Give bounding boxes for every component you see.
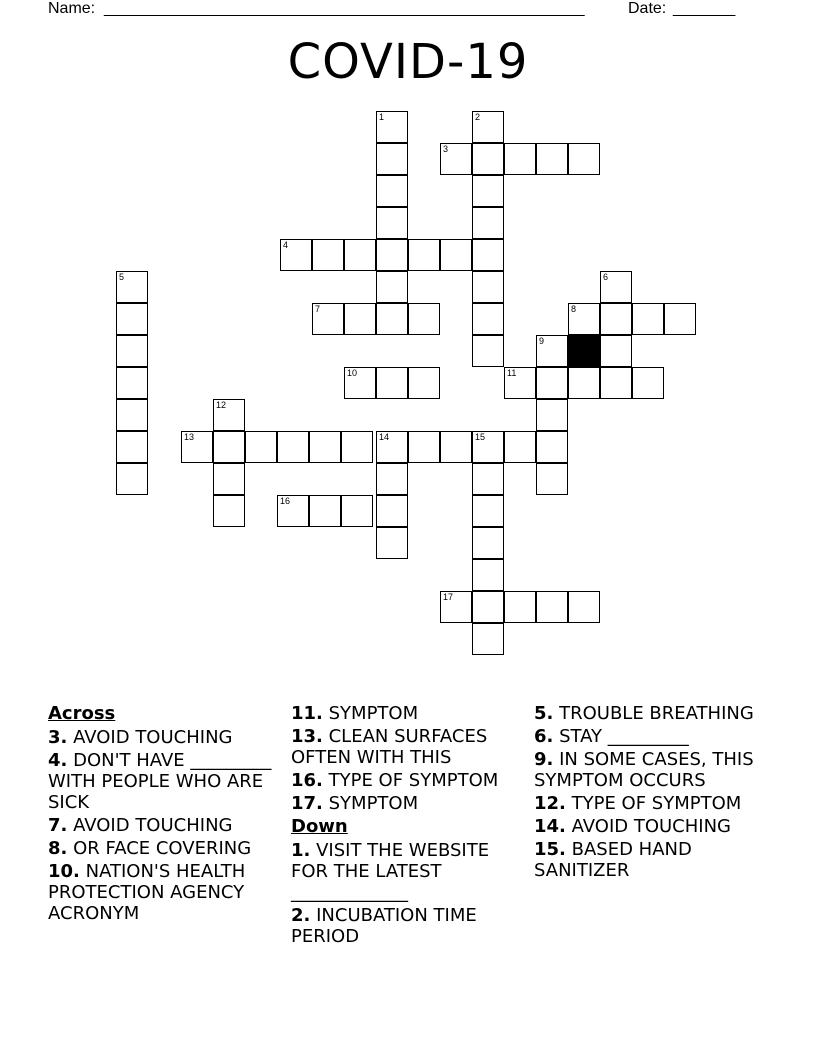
crossword-cell[interactable] <box>277 431 309 463</box>
across-clue-list <box>48 727 280 924</box>
crossword-cell[interactable] <box>568 367 600 399</box>
clue-item <box>291 793 526 814</box>
clue-item <box>48 838 280 859</box>
date-label: Date: <box>628 0 667 17</box>
down-clue-list <box>291 840 526 947</box>
clue-item-text: VISIT THE WEBSITE FOR THE LATEST _____________ <box>291 840 490 903</box>
clue-item-number: 16. <box>291 770 323 791</box>
clue-item-text: TYPE OF SYMPTOM <box>565 793 742 814</box>
crossword-cell[interactable] <box>472 239 504 271</box>
clue-item-text: SYMPTOM <box>322 793 419 814</box>
crossword-cell[interactable] <box>245 431 277 463</box>
clue-item <box>48 750 280 813</box>
crossword-cell[interactable] <box>568 303 600 335</box>
clue-item-text: OR FACE COVERING <box>67 838 252 859</box>
clue-number: 5 <box>119 272 125 282</box>
clue-item-number: 10. <box>48 861 80 882</box>
crossword-cell[interactable] <box>536 367 568 399</box>
clue-number: 6 <box>603 272 609 282</box>
crossword-cell[interactable] <box>536 335 568 367</box>
crossword-cell[interactable] <box>568 591 600 623</box>
clue-item-number: 8. <box>48 838 68 859</box>
clue-item <box>534 703 774 724</box>
name-field[interactable]: ______________________________________________________ <box>104 0 585 17</box>
clue-number: 3 <box>443 144 449 154</box>
crossword-cell[interactable] <box>472 495 504 527</box>
crossword-cell[interactable] <box>277 495 309 527</box>
clue-number: 14 <box>379 432 390 442</box>
clue-number: 16 <box>280 496 291 506</box>
crossword-cell[interactable] <box>472 175 504 207</box>
crossword-cell[interactable] <box>408 239 440 271</box>
clue-number: 12 <box>216 400 227 410</box>
crossword-cell[interactable] <box>504 431 536 463</box>
clue-item-text: AVOID TOUCHING <box>565 816 731 837</box>
crossword-cell[interactable] <box>472 463 504 495</box>
crossword-cell[interactable] <box>472 207 504 239</box>
crossword-cell[interactable] <box>472 111 504 143</box>
crossword-cell[interactable] <box>376 239 408 271</box>
crossword-cell[interactable] <box>536 143 568 175</box>
down-clue-list-continued <box>534 703 774 881</box>
crossword-cell[interactable] <box>309 431 341 463</box>
clue-item <box>48 815 280 836</box>
clue-item-number: 6. <box>534 726 554 747</box>
crossword-cell[interactable] <box>116 399 148 431</box>
clue-number: 7 <box>315 304 321 314</box>
crossword-cell[interactable] <box>536 591 568 623</box>
crossword-cell[interactable] <box>472 431 504 463</box>
crossword-cell[interactable] <box>280 239 312 271</box>
clue-item-text: AVOID TOUCHING <box>67 815 233 836</box>
crossword-cell[interactable] <box>408 303 440 335</box>
clue-item-number: 2. <box>291 905 311 926</box>
clue-item-number: 3. <box>48 727 68 748</box>
clue-item-text: TROUBLE BREATHING <box>553 703 754 724</box>
clue-item <box>291 770 526 791</box>
clue-item <box>534 726 774 747</box>
crossword-cell[interactable] <box>376 175 408 207</box>
crossword-cell[interactable] <box>181 431 213 463</box>
clue-item <box>534 839 774 881</box>
clue-column-3 <box>534 703 774 883</box>
clue-item-number: 12. <box>534 793 566 814</box>
crossword-cell[interactable] <box>376 143 408 175</box>
across-clue-list-continued <box>291 703 526 814</box>
clue-number: 8 <box>571 304 577 314</box>
crossword-cell[interactable] <box>341 431 373 463</box>
clue-item-number: 4. <box>48 750 68 771</box>
crossword-cell[interactable] <box>408 367 440 399</box>
clue-number: 13 <box>184 432 195 442</box>
clue-number: 4 <box>283 240 289 250</box>
crossword-cell[interactable] <box>568 143 600 175</box>
crossword-cell[interactable] <box>116 367 148 399</box>
crossword-cell[interactable] <box>440 591 472 623</box>
crossword-cell[interactable] <box>344 303 376 335</box>
crossword-cell[interactable] <box>116 303 148 335</box>
clue-item-text: TYPE OF SYMPTOM <box>322 770 499 791</box>
clue-item <box>291 726 526 768</box>
clue-item-number: 1. <box>291 840 311 861</box>
crossword-cell[interactable] <box>213 495 245 527</box>
crossword-cell[interactable] <box>536 463 568 495</box>
crossword-cell[interactable] <box>116 335 148 367</box>
clue-item-number: 14. <box>534 816 566 837</box>
clue-item-text: BASED HAND SANITIZER <box>534 839 692 881</box>
crossword-cell[interactable] <box>632 367 664 399</box>
crossword-cell[interactable] <box>344 367 376 399</box>
clue-item-text: AVOID TOUCHING <box>67 727 233 748</box>
clue-item-text: DON'T HAVE _________ WITH PEOPLE WHO ARE SICK <box>48 750 272 813</box>
crossword-cell[interactable] <box>472 559 504 591</box>
crossword-cell[interactable] <box>376 495 408 527</box>
crossword-cell[interactable] <box>376 463 408 495</box>
clue-item-number: 15. <box>534 839 566 860</box>
crossword-cell[interactable] <box>312 239 344 271</box>
clue-item-text: CLEAN SURFACES OFTEN WITH THIS <box>291 726 488 768</box>
clue-item <box>534 793 774 814</box>
clue-item-text: NATION'S HEALTH PROTECTION AGENCY ACRONYM <box>48 861 246 924</box>
crossword-cell[interactable] <box>376 527 408 559</box>
crossword-cell[interactable] <box>376 303 408 335</box>
clue-item-number: 9. <box>534 749 554 770</box>
clue-number: 15 <box>475 432 486 442</box>
clue-item <box>291 905 526 947</box>
crossword-cell[interactable] <box>116 463 148 495</box>
crossword-cell[interactable] <box>472 623 504 655</box>
crossword-cell[interactable] <box>472 271 504 303</box>
clue-item-text: INCUBATION TIME PERIOD <box>291 905 477 947</box>
crossword-cell[interactable] <box>213 431 245 463</box>
clue-number: 17 <box>443 592 454 602</box>
crossword-cell[interactable] <box>376 207 408 239</box>
across-heading: Across <box>48 703 116 724</box>
clue-item <box>291 703 526 724</box>
clue-number: 2 <box>475 112 481 122</box>
crossword-cell[interactable] <box>504 143 536 175</box>
crossword-cell[interactable] <box>341 495 373 527</box>
clue-number: 11 <box>507 368 517 378</box>
crossword-cell[interactable] <box>440 239 472 271</box>
crossword-cell[interactable] <box>504 591 536 623</box>
crossword-cell[interactable] <box>536 431 568 463</box>
clue-item-text: STAY _________ <box>553 726 689 747</box>
crossword-cell[interactable] <box>536 399 568 431</box>
crossword-cell[interactable] <box>312 303 344 335</box>
date-field[interactable]: _______ <box>673 0 736 17</box>
clue-column-2 <box>291 703 526 949</box>
crossword-cell[interactable] <box>440 431 472 463</box>
clue-number: 9 <box>539 336 545 346</box>
clue-item <box>48 727 280 748</box>
crossword-cell[interactable] <box>213 463 245 495</box>
crossword-cell[interactable] <box>632 303 664 335</box>
black-cell <box>568 335 600 367</box>
crossword-cell[interactable] <box>600 303 632 335</box>
crossword-cell[interactable] <box>408 431 440 463</box>
puzzle-title: COVID-19 <box>287 34 529 90</box>
crossword-cell[interactable] <box>472 335 504 367</box>
clue-item-number: 17. <box>291 793 323 814</box>
clue-item-text: IN SOME CASES, THIS SYMPTOM OCCURS <box>534 749 754 791</box>
clue-item <box>534 816 774 837</box>
crossword-cell[interactable] <box>472 527 504 559</box>
clue-item-text: SYMPTOM <box>322 703 419 724</box>
crossword-cell[interactable] <box>600 335 632 367</box>
clue-item <box>48 861 280 924</box>
clue-item <box>291 840 526 903</box>
clue-item-number: 11. <box>291 703 323 724</box>
crossword-cell[interactable] <box>504 367 536 399</box>
crossword-cell[interactable] <box>600 271 632 303</box>
crossword-cell[interactable] <box>472 303 504 335</box>
clue-number: 1 <box>379 112 385 122</box>
clue-item <box>534 749 774 791</box>
crossword-cell[interactable] <box>664 303 696 335</box>
crossword-cell[interactable] <box>472 591 504 623</box>
crossword-cell[interactable] <box>213 399 245 431</box>
crossword-cell[interactable] <box>376 111 408 143</box>
crossword-cell[interactable] <box>309 495 341 527</box>
crossword-cell[interactable] <box>376 367 408 399</box>
crossword-cell[interactable] <box>376 431 408 463</box>
crossword-cell[interactable] <box>344 239 376 271</box>
crossword-cell[interactable] <box>376 271 408 303</box>
down-heading: Down <box>291 816 348 837</box>
clue-item-number: 7. <box>48 815 68 836</box>
crossword-cell[interactable] <box>440 143 472 175</box>
clue-number: 10 <box>347 368 358 378</box>
crossword-cell[interactable] <box>116 431 148 463</box>
clue-item-number: 13. <box>291 726 323 747</box>
name-label: Name: <box>48 0 96 17</box>
crossword-cell[interactable] <box>472 143 504 175</box>
clue-item-number: 5. <box>534 703 554 724</box>
clue-column-1 <box>48 703 280 926</box>
crossword-cell[interactable] <box>116 271 148 303</box>
crossword-cell[interactable] <box>600 367 632 399</box>
